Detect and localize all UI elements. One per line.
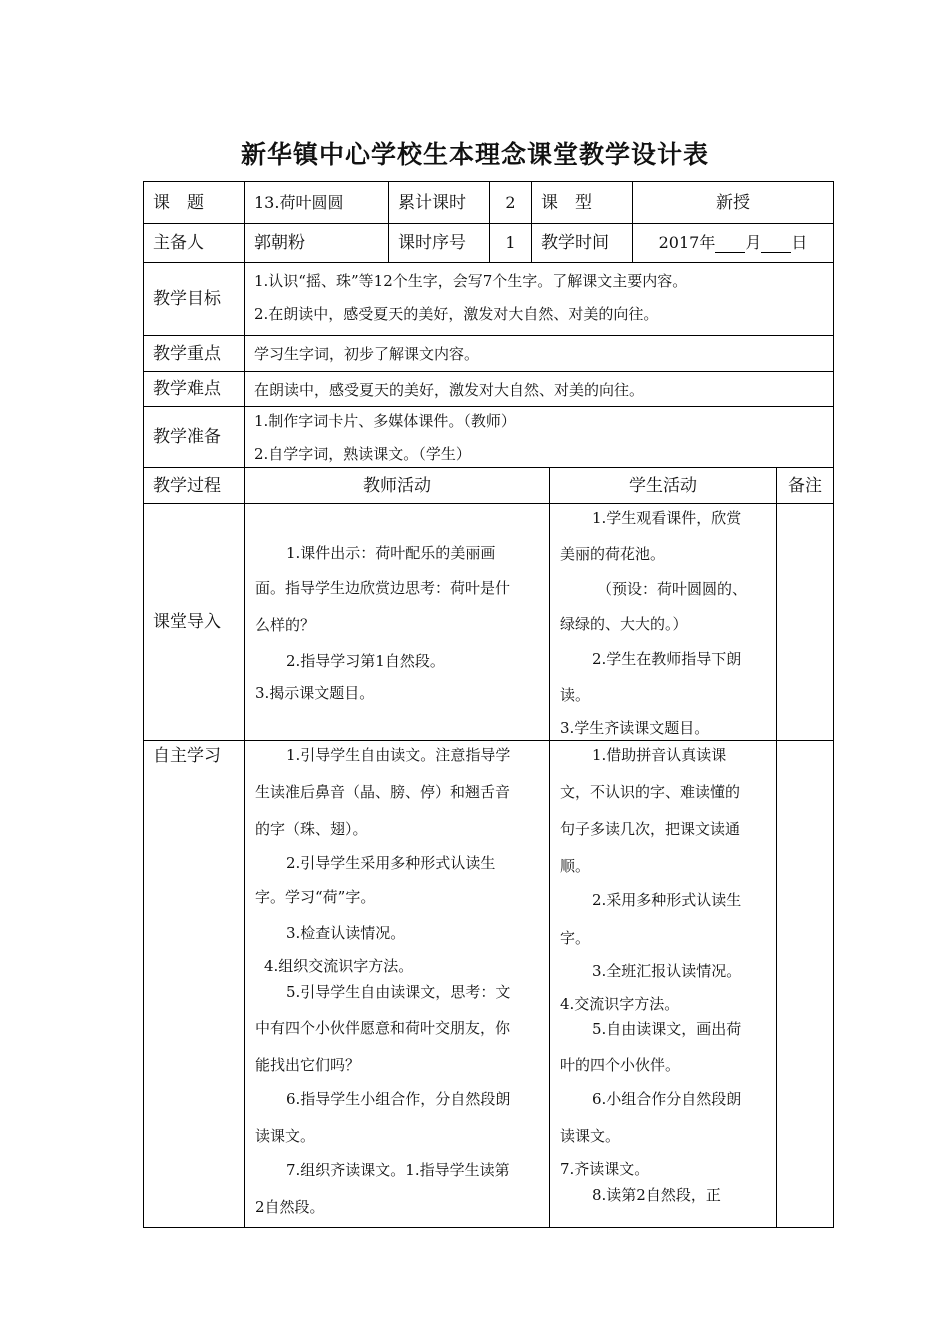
intro-student-line: 2.学生在教师指导下朗	[592, 650, 742, 668]
intro-student-line: 绿绿的、大大的。）	[560, 615, 688, 633]
self-study-teacher-line: 生读准后鼻音（晶、膀、停）和翘舌音	[255, 783, 511, 801]
page-title: 新华镇中心学校生本理念课堂教学设计表	[240, 140, 709, 169]
difficulties-text: 在朗读中，感受夏天的美好，激发对大自然、对美的向往。	[254, 381, 645, 399]
time-day: 日	[791, 233, 808, 252]
topic-value: 13.荷叶圆圆	[254, 192, 344, 212]
notes-header: 备注	[788, 475, 822, 496]
preparation-line-2: 2.自学字词，熟读课文。（学生）	[254, 445, 471, 463]
self-study-teacher-line: 7.组织齐读课文。1.指导学生读第	[286, 1161, 510, 1179]
lesson-type-value: 新授	[716, 192, 750, 213]
self-study-student-line: 读课文。	[560, 1127, 621, 1145]
objectives-label: 教学目标	[153, 289, 221, 309]
month-blank	[715, 234, 745, 253]
intro-student-line: （预设：荷叶圆圆的、	[597, 580, 748, 598]
intro-teacher-line: 2.指导学习第1自然段。	[286, 652, 445, 670]
self-study-teacher-line: 读课文。	[255, 1127, 316, 1145]
self-study-student-line: 顺。	[560, 857, 591, 875]
key-points-label: 教学重点	[153, 343, 221, 364]
objective-line-2: 2.在朗读中，感受夏天的美好，激发对大自然、对美的向往。	[254, 305, 659, 323]
teacher-activity-header: 教师活动	[363, 475, 431, 496]
self-study-student-line: 4.交流识字方法。	[560, 995, 680, 1013]
self-study-student-line: 文，不认识的字、难读懂的	[560, 783, 741, 801]
time-month: 月	[745, 233, 762, 252]
difficulties-label: 教学难点	[153, 379, 221, 399]
self-study-student-line: 8.读第2自然段，正	[592, 1186, 721, 1204]
time-year: 2017年	[658, 233, 716, 252]
intro-label: 课堂导入	[153, 612, 221, 632]
self-study-teacher-line: 的字（珠、翅）。	[255, 820, 368, 838]
intro-teacher-line: 1.课件出示：荷叶配乐的美丽画	[286, 544, 496, 562]
topic-label: 课 题	[153, 192, 204, 213]
self-study-label: 自主学习	[153, 746, 221, 766]
lesson-type-label: 课 型	[541, 192, 592, 213]
self-study-teacher-line: 字。学习“荷”字。	[255, 888, 376, 906]
self-study-student-line: 句子多读几次，把课文读通	[560, 820, 741, 838]
self-study-teacher-line: 6.指导学生小组合作，分自然段朗	[286, 1090, 511, 1108]
key-points-text: 学习生字词，初步了解课文内容。	[254, 345, 480, 363]
preparer-label: 主备人	[153, 233, 204, 253]
intro-student-line: 读。	[560, 686, 591, 704]
self-study-student-line: 1.借助拼音认真读课	[592, 746, 727, 764]
self-study-student-line: 2.采用多种形式认读生	[592, 891, 742, 909]
student-activity-header: 学生活动	[629, 475, 697, 496]
self-study-teacher-line: 4.组织交流识字方法。	[264, 957, 414, 975]
self-study-student-line: 3.全班汇报认读情况。	[592, 962, 742, 980]
total-hours-label: 累计课时	[398, 192, 466, 213]
self-study-student-line: 5.自由读课文，画出荷	[592, 1020, 742, 1038]
self-study-teacher-line: 1.引导学生自由读文。注意指导学	[286, 746, 511, 764]
teaching-time-value	[633, 224, 833, 262]
intro-teacher-line: 么样的？	[255, 616, 316, 634]
day-blank	[761, 234, 791, 253]
lesson-order-label: 课时序号	[398, 233, 466, 253]
self-study-student-line: 6.小组合作分自然段朗	[592, 1090, 742, 1108]
preparation-label: 教学准备	[153, 427, 221, 447]
intro-teacher-line: 3.揭示课文题目。	[255, 684, 375, 702]
self-study-teacher-line: 能找出它们吗？	[255, 1056, 361, 1074]
self-study-teacher-line: 中有四个小伙伴愿意和荷叶交朋友，你	[255, 1019, 511, 1037]
objective-line-1: 1.认识“摇、珠”等12个生字，会写7个生字。了解课文主要内容。	[254, 272, 688, 290]
self-study-teacher-line: 3.检查认读情况。	[286, 924, 406, 942]
preparer-value: 郭朝粉	[254, 233, 305, 253]
total-hours-value: 2	[505, 192, 516, 212]
intro-student-line: 3.学生齐读课文题目。	[560, 719, 710, 737]
process-label: 教学过程	[153, 475, 221, 496]
lesson-order-value: 1	[505, 233, 516, 252]
self-study-student-line: 7.齐读课文。	[560, 1160, 650, 1178]
self-study-teacher-line: 2自然段。	[255, 1198, 325, 1216]
intro-student-line: 美丽的荷花池。	[560, 545, 666, 563]
self-study-student-line: 叶的四个小伙伴。	[560, 1056, 681, 1074]
teaching-time-label: 教学时间	[541, 233, 609, 253]
intro-student-line: 1.学生观看课件，欣赏	[592, 509, 742, 527]
self-study-student-line: 字。	[560, 929, 591, 947]
self-study-teacher-line: 2.引导学生采用多种形式认读生	[286, 854, 496, 872]
intro-teacher-line: 面。指导学生边欣赏边思考：荷叶是什	[255, 579, 511, 597]
preparation-line-1: 1.制作字词卡片、多媒体课件。（教师）	[254, 412, 516, 430]
self-study-teacher-line: 5.引导学生自由读课文，思考：文	[286, 983, 511, 1001]
